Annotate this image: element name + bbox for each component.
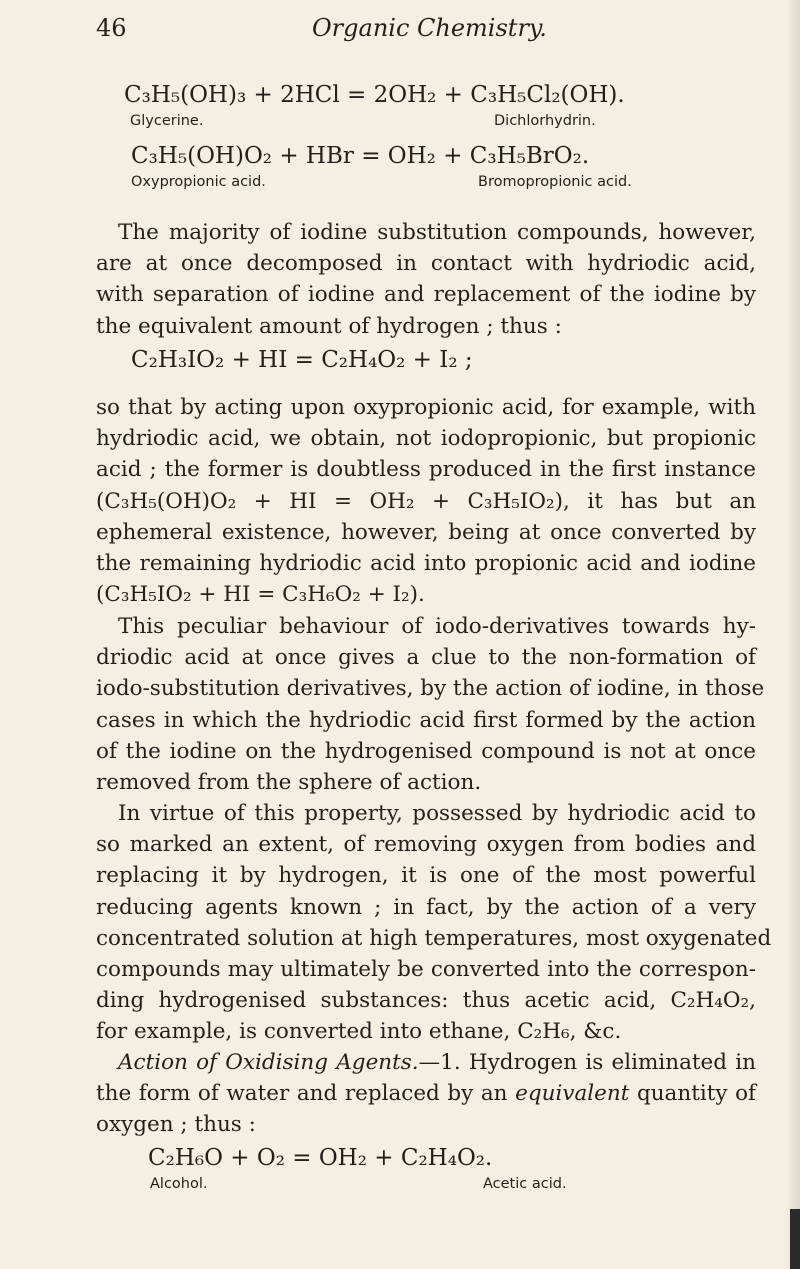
page-corner-mark [790, 1209, 800, 1269]
text-line: replacing it by hydrogen, it is one of the most powerful [96, 863, 756, 889]
text-line: removed from the sphere of action. [96, 770, 482, 796]
equation-label-oxypropionic: Oxypropionic acid. [131, 174, 266, 190]
page-edge-shadow [786, 0, 800, 1269]
equation-label-acetic-acid: Acetic acid. [483, 1176, 567, 1192]
equation-formula: C₃H₅(OH)₃ + 2HCl = 2OH₂ + C₃H₅Cl₂(OH). [124, 82, 625, 108]
text-line: for example, is converted into ethane, C₂H₆, &c. [96, 1019, 622, 1045]
paragraph-oxidising-agents [96, 1047, 756, 1141]
text-line: concentrated solution at high temperatures, most oxygenated [96, 925, 772, 951]
text-line: so that by acting upon oxypropionic acid, for example, with [96, 395, 756, 420]
text-line: The majority of iodine substitution compounds, however, [118, 220, 756, 245]
text-line: with separation of iodine and replacement of the iodine by [96, 282, 756, 308]
text-line: iodo-substitution derivatives, by the action of iodine, in those [96, 676, 765, 702]
text-line: the equivalent amount of hydrogen ; thus : [96, 313, 562, 339]
text-line: the remaining hydriodic acid into propionic acid and iodine [96, 551, 756, 577]
paragraph-iodine-substitution [96, 217, 756, 342]
text-line: compounds may ultimately be converted into the correspon- [96, 957, 756, 983]
text-line: This peculiar behaviour of iodo-derivatives towards hy- [118, 614, 756, 639]
text-line: are at once decomposed in contact with hydriodic acid, [96, 251, 756, 277]
text-line: so marked an extent, of removing oxygen from bodies and [96, 832, 756, 858]
equation-formula: C₃H₅(OH)O₂ + HBr = OH₂ + C₃H₅BrO₂. [131, 143, 590, 169]
text-line: of the iodine on the hydrogenised compound is not at once [96, 738, 756, 764]
text-line: cases in which the hydriodic acid first formed by the action [96, 707, 756, 733]
equation-label-dichlorhydrin: Dichlorhydrin. [494, 113, 596, 129]
text-line: reducing agents known ; in fact, by the action of a very [96, 894, 756, 920]
text-line: (C₃H₅IO₂ + HI = C₃H₆O₂ + I₂). [96, 582, 425, 608]
equation-formula: C₂H₆O + O₂ = OH₂ + C₂H₄O₂. [148, 1145, 493, 1171]
text-fragment: quantity of [629, 1081, 756, 1107]
paragraph-reducing-agents [96, 798, 772, 1048]
text-line: hydriodic acid, we obtain, not iodopropionic, but propionic [96, 426, 756, 452]
text-line: In virtue of this property, possessed by hydriodic acid to [118, 801, 756, 826]
text-line: oxygen ; thus : [96, 1112, 256, 1138]
running-title: Organic Chemistry. [312, 14, 547, 42]
text-line: ephemeral existence, however, being at once converted by [96, 519, 756, 545]
page-header [0, 14, 800, 50]
section-heading-oxidising-agents: Action of Oxidising Agents. [118, 1050, 419, 1075]
emphasis-equivalent: equivalent [515, 1081, 630, 1107]
text-line: (C₃H₅(OH)O₂ + HI = OH₂ + C₃H₅IO₂), it has but an [96, 488, 756, 514]
equation-label-bromopropionic: Bromopropionic acid. [478, 174, 632, 190]
text-fragment: —1. Hydrogen is eliminated in [418, 1050, 757, 1075]
text-fragment: the form of water and replaced by an [96, 1081, 516, 1107]
text-line: ding hydrogenised substances: thus acetic acid, C₂H₄O₂, [96, 988, 756, 1014]
text-line [96, 1047, 756, 1078]
paragraph-oxypropionic [96, 392, 756, 610]
text-line: acid ; the former is doubtless produced in the first instance [96, 457, 756, 483]
page-number: 46 [96, 14, 127, 42]
equation-label-glycerine: Glycerine. [130, 113, 204, 129]
equation-formula: C₂H₃IO₂ + HI = C₂H₄O₂ + I₂ ; [131, 347, 473, 373]
text-line: driodic acid at once gives a clue to the non-formation of [96, 645, 756, 671]
text-line [96, 1078, 756, 1109]
equation-label-alcohol: Alcohol. [150, 1176, 208, 1192]
paragraph-peculiar-behaviour [96, 611, 765, 798]
